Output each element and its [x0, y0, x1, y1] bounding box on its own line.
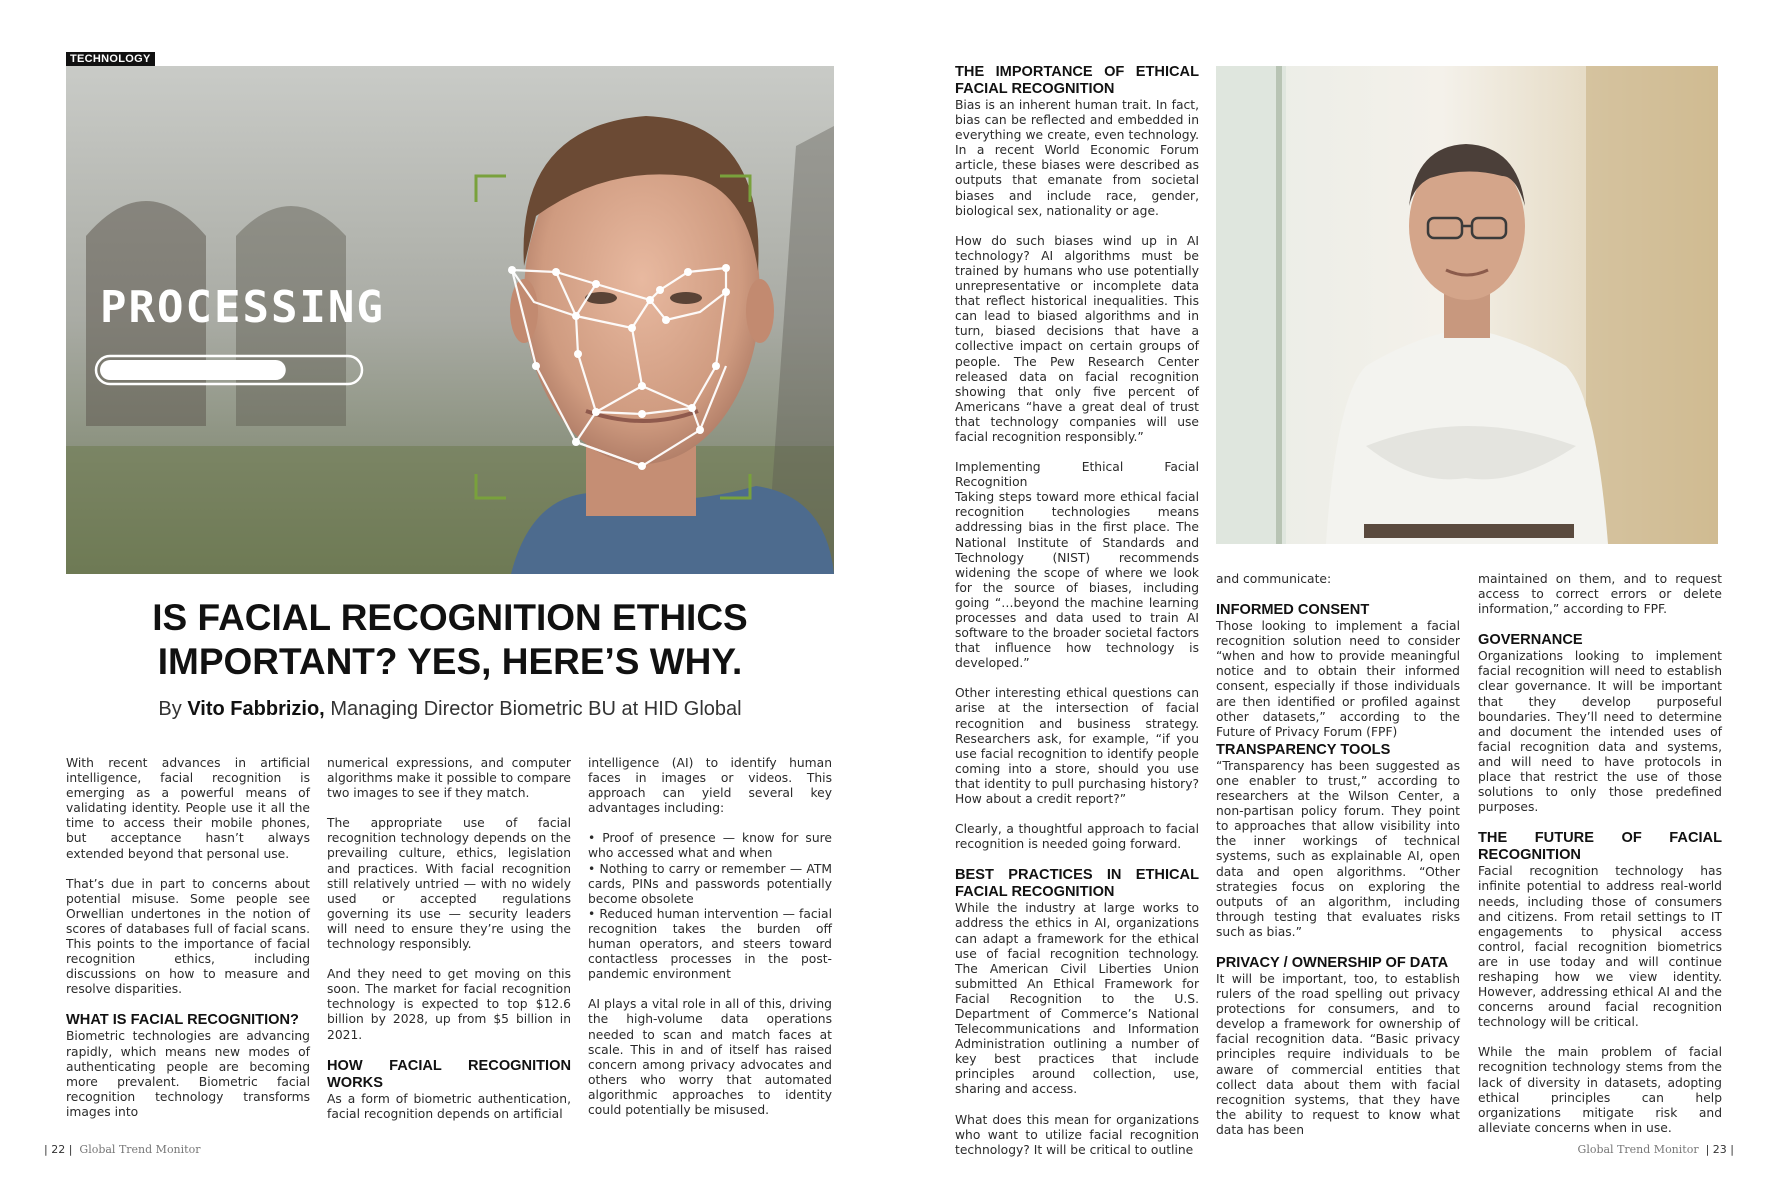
heading-how-facial-recognition-works: HOW FACIAL RECOGNITION WORKS [327, 1057, 571, 1091]
publication-name: Global Trend Monitor [79, 1143, 201, 1156]
heading-future: THE FUTURE OF FACIAL RECOGNITION [1478, 830, 1722, 864]
right-column-3 [1478, 572, 1722, 1151]
page-number: 23 [1712, 1143, 1727, 1156]
facial-scan-illustration [66, 66, 834, 574]
paragraph: intelligence (AI) to identify human faces in images or videos. This approach can yield several key advantages including: [588, 756, 832, 816]
paragraph: Those looking to implement a facial recognition solution need to consider “when and how to provide meaningful notice and to obtain their informed consent, especially if those individuals are then identified or profiled against other datasets,” according to the Future of Privacy Forum (FPF) [1216, 619, 1460, 739]
paragraph: Biometric technologies are advancing rapidly, which means new modes of authenticating people are becoming more prevalent. Biometric facial recognition technology transforms images into [66, 1029, 310, 1119]
paragraph: numerical expressions, and computer algorithms make it possible to compare two images to see if they match. [327, 756, 571, 801]
author-photo [1216, 66, 1718, 544]
paragraph: What does this mean for organizations who want to utilize facial recognition technology? It will be critical to outline [955, 1112, 1199, 1157]
left-column-3 [588, 756, 832, 1133]
heading-governance: GOVERNANCE [1478, 632, 1583, 649]
paragraph: And they need to get moving on this soon. The market for facial recognition technology is expected to top $12.6 billion by 2028, up from $5 billion in 2021. [327, 967, 571, 1042]
paragraph: AI plays a vital role in all of this, driving the high-volume data operations needed to scan and match faces at scale. This in and of itself has raised concern among privacy advocates and others who worry that automated algorithmic approaches to identity could potentially be misused. [588, 997, 832, 1117]
byline-prefix: By [158, 698, 182, 720]
paragraph: Other interesting ethical questions can arise at the intersection of facial recognition and business strategy. Researchers ask, for example, “if you use facial recognition to identify people coming into a store, should you use that identity to pull purchasing history? How about a credit report?” [955, 686, 1199, 807]
heading-transparency-tools: TRANSPARENCY TOOLS [1216, 741, 1391, 758]
processing-label: PROCESSING [100, 282, 385, 333]
page-number: 22 [51, 1143, 66, 1156]
paragraph: How do such biases wind up in AI technology? AI algorithms must be trained by humans who use potentially unrepresentative or incomplete data that reflect historical inequalities. This can lead to biased algorithms and in turn, biased decisions that have a collective impact on certain groups of people. The Pew Research Center released data on facial recognition showing that only five percent of Americans “have a great deal of trust that technology companies will use facial recognition responsibly.” [955, 233, 1199, 444]
list-item: • Proof of presence — know for sure who accessed what and when [588, 831, 832, 861]
heading-importance-ethical: THE IMPORTANCE OF ETHICAL FACIAL RECOGNITION [955, 64, 1199, 97]
title-line-2: IMPORTANT? YES, HERE’S WHY. [157, 641, 743, 682]
paragraph: It will be important, too, to establish rulers of the road spelling out privacy protections for consumers, and to develop a framework for ownership of facial recognition data. “Basic privacy principles require individuals to be aware of commercial entities that collect data about them with facial recognition systems, that they have the ability to request to know what data has been [1216, 971, 1460, 1137]
paragraph: As a form of biometric authentication, facial recognition depends on artificial [327, 1091, 571, 1121]
paragraph: Taking steps toward more ethical facial recognition technologies means addressing bias in the first place. The National Institute of Standards and Technology (NIST) recommends widening the scope of where we look for the source of biases, including going “…beyond the machine learning processes and data used to train AI software to the broader societal factors that influence how technology is developed.” [955, 490, 1199, 671]
paragraph: That’s due in part to concerns about potential misuse. Some people see Orwellian undertones in the notion of scores of databases full of facial scans. This points to the importance of facial recognition ethics, including discussions on how to measure and resolve disparities. [66, 876, 310, 997]
author-name: Vito Fabbrizio, [187, 698, 325, 720]
heading-informed-consent: INFORMED CONSENT [1216, 602, 1370, 619]
paragraph: Clearly, a thoughtful approach to facial recognition is needed going forward. [955, 822, 1199, 852]
heading-best-practices: BEST PRACTICES IN ETHICAL FACIAL RECOGNITION [955, 867, 1199, 901]
left-footer: | 22 | Global Trend Monitor [44, 1143, 201, 1156]
subheading: Implementing Ethical Facial Recognition [955, 460, 1199, 490]
hero-image [66, 66, 834, 574]
paragraph: and communicate: [1216, 572, 1332, 586]
advantages-list [588, 831, 832, 982]
right-column-1 [955, 64, 1199, 1173]
section-tag: TECHNOLOGY [66, 52, 155, 66]
byline [66, 698, 834, 721]
portrait-illustration [1216, 66, 1718, 544]
left-column-2 [327, 756, 571, 1137]
paragraph: Organizations looking to implement facial recognition will need to establish clear governance. It will be important that they develop purposeful boundaries. They’ll need to determine and document the intended uses of facial recognition data and systems, and will need to have protocols in place that restrict the use of those solutions to only those predefined purposes. [1478, 649, 1722, 815]
paragraph: Bias is an inherent human trait. In fact, bias can be reflected and embedded in everything we create, even technology. In a recent World Economic Forum article, these biases were described as outputs that emanate from societal biases and include race, gender, biological sex, nationality or age. [955, 98, 1199, 218]
publication-name: Global Trend Monitor [1577, 1143, 1699, 1156]
paragraph: maintained on them, and to request access to correct errors or delete information,” according to FPF. [1478, 572, 1722, 617]
paragraph: The appropriate use of facial recognition technology depends on the prevailing culture, ethics, legislation and practices. With facial recognition still relatively untried — with no widely used or accepted regulations governing its use — security leaders will need to ensure they’re using the technology responsibly. [327, 816, 571, 952]
list-item: • Nothing to carry or remember — ATM cards, PINs and passwords potentially become obsolete [588, 861, 832, 906]
author-role: Managing Director Biometric BU at HID Global [330, 698, 742, 720]
paragraph: “Transparency has been suggested as one enabler to trust,” according to researchers at the Wilson Center, a non-partisan policy forum. They point to approaches that allow visibility into the inner workings of technical systems, such as explainable AI, open data and open algorithms. “Other strategies focus on exploring the outputs of an algorithm, including through testing that evaluates risks such as bias.” [1216, 758, 1460, 939]
title-line-1: IS FACIAL RECOGNITION ETHICS [152, 597, 748, 638]
left-column-1 [66, 756, 310, 1135]
paragraph: Facial recognition technology has infinite potential to address real-world needs, including those of consumers and citizens. From retail settings to IT engagements to physical access control, facial recognition biometrics are in use today and will continue reshaping how we view identity. However, addressing ethical AI and the concerns around facial recognition technology will be critical. [1478, 864, 1722, 1030]
list-item: • Reduced human intervention — facial recognition takes the burden off human operators, and steers toward contactless processes in the post-pandemic environment [588, 906, 832, 982]
heading-what-is-facial-recognition: WHAT IS FACIAL RECOGNITION? [66, 1012, 299, 1029]
right-footer: Global Trend Monitor | 23 | [1577, 1143, 1734, 1156]
right-column-2 [1216, 572, 1460, 1153]
paragraph: While the industry at large works to address the ethics in AI, organizations can adapt a framework for the ethical use of facial recognition technology. The American Civil Liberties Union submitted An Ethical Framework for Facial Recognition to the U.S. Department of Commerce’s National Telecommunications and Information Administration outlining a number of key best practices that include principles around collection, use, sharing and access. [955, 901, 1199, 1097]
article-title [66, 596, 834, 684]
paragraph: With recent advances in artificial intelligence, facial recognition is emerging as a powerful means of validating identity. People use it all the time to access their mobile phones, but acceptance hasn’t always extended beyond that personal use. [66, 756, 310, 861]
progress-fill [100, 360, 286, 380]
paragraph: While the main problem of facial recognition technology stems from the lack of diversity in datasets, adopting ethical principles can help organizations mitigate risk and alleviate concerns when in use. [1478, 1045, 1722, 1135]
heading-privacy-ownership: PRIVACY / OWNERSHIP OF DATA [1216, 954, 1449, 971]
